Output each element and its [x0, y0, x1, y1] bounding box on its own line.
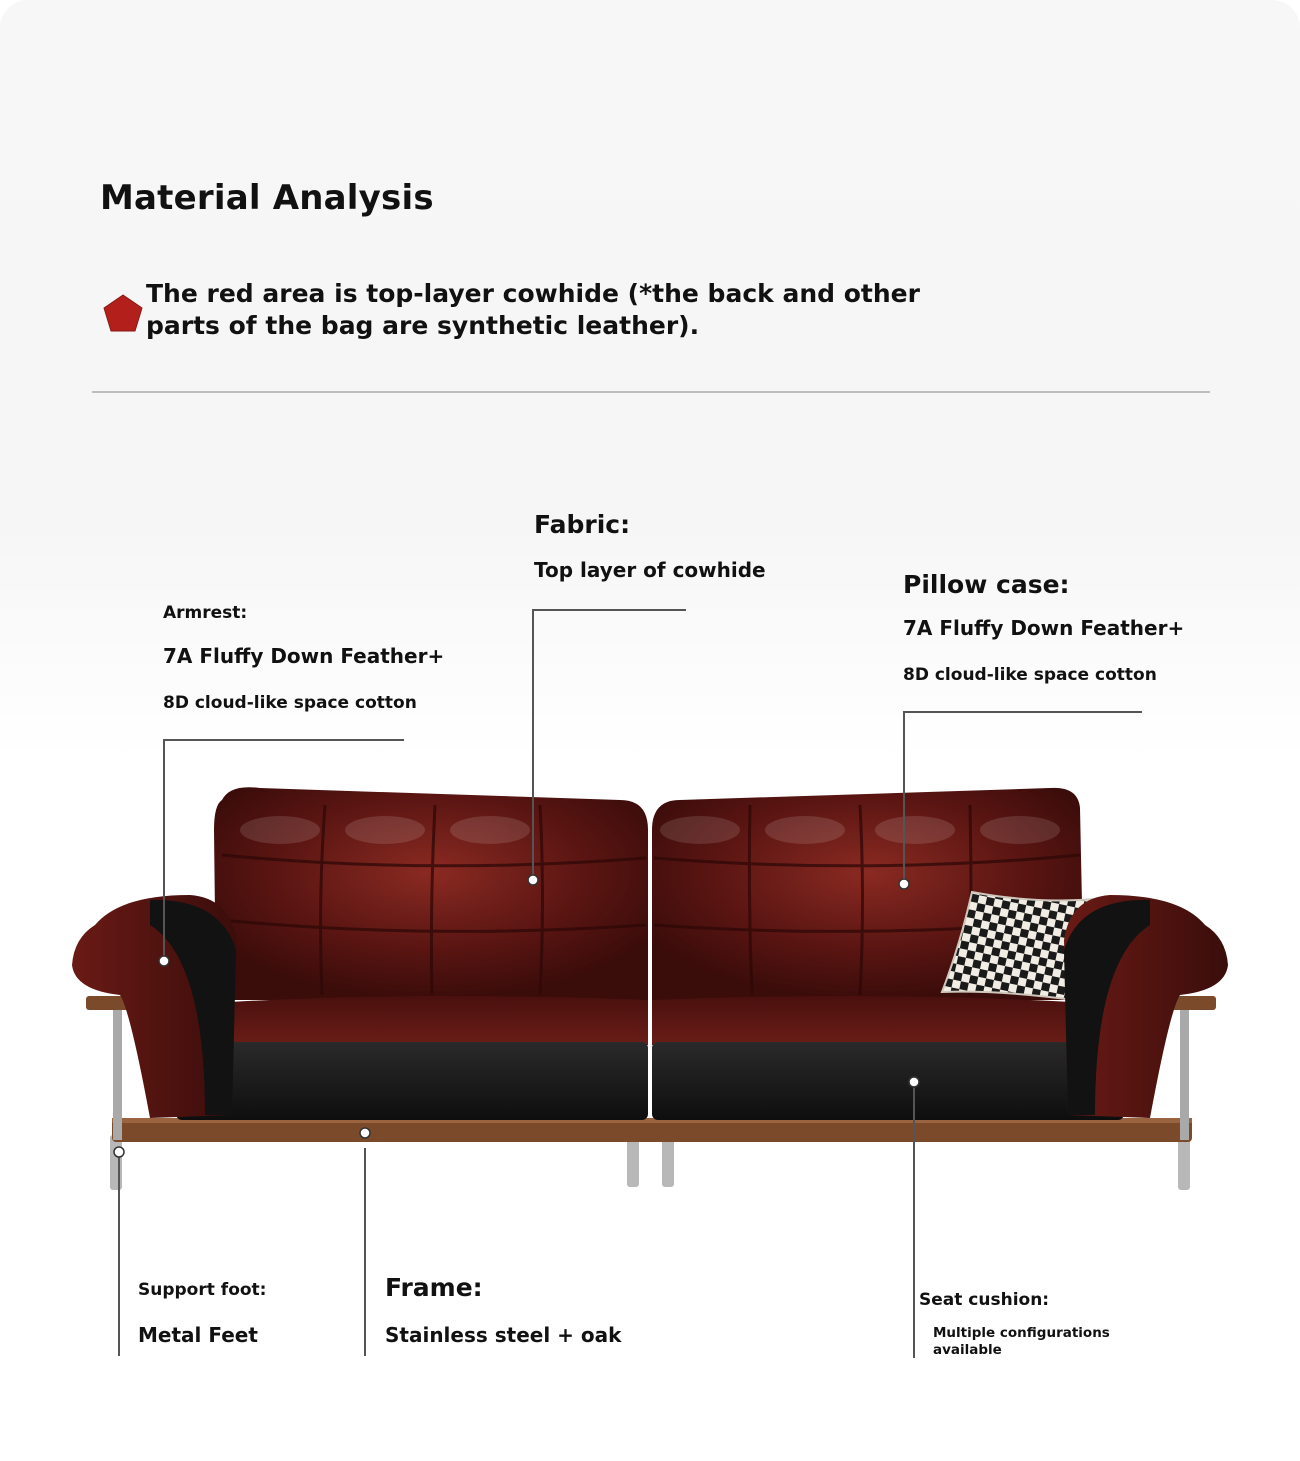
fabric-marker	[528, 875, 538, 885]
fabric-label: Fabric:	[534, 510, 631, 539]
fabric-value: Top layer of cowhide	[534, 558, 766, 582]
seat-cushion-value: Multiple configurations available	[933, 1325, 1110, 1358]
support-foot-marker	[114, 1147, 124, 1157]
armrest-leader-line	[164, 740, 404, 960]
armrest-marker	[159, 956, 169, 966]
frame-marker	[360, 1128, 370, 1138]
armrest-label: Armrest:	[163, 603, 248, 623]
material-note: The red area is top-layer cowhide (*the back and other parts of the bag are synthetic leather).	[146, 279, 920, 340]
page-title: Material Analysis	[100, 178, 434, 218]
pillow-marker	[899, 879, 909, 889]
seat-cushion-marker	[909, 1077, 919, 1087]
support-foot-label: Support foot:	[138, 1280, 267, 1300]
pillow-case-label: Pillow case:	[903, 570, 1070, 599]
armrest-line2: 8D cloud-like space cotton	[163, 693, 417, 713]
pillow-leader-line	[904, 712, 1142, 882]
frame-label: Frame:	[385, 1273, 483, 1302]
seat-cushion-label: Seat cushion:	[919, 1290, 1050, 1310]
support-foot-value: Metal Feet	[138, 1323, 258, 1347]
pillow-case-line1: 7A Fluffy Down Feather+	[903, 616, 1185, 640]
pillow-case-line2: 8D cloud-like space cotton	[903, 665, 1157, 685]
fabric-leader-line	[533, 610, 686, 878]
armrest-line1: 7A Fluffy Down Feather+	[163, 644, 445, 668]
frame-value: Stainless steel + oak	[385, 1323, 622, 1347]
